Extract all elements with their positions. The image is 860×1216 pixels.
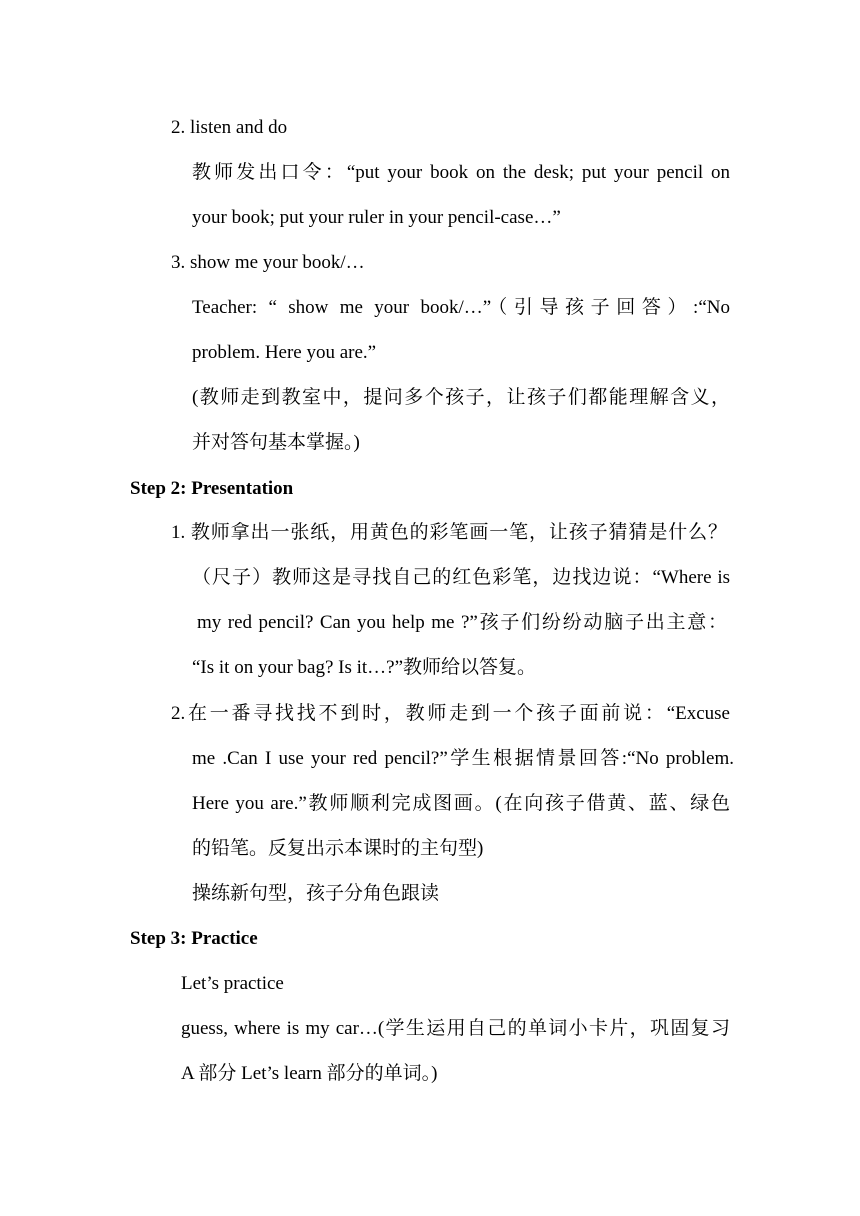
- paragraph-line: （尺子）教师这是寻找自己的红色彩笔，边找边说：“Where is: [192, 567, 730, 588]
- list-item-step-2-2: 2.在一番寻找找不到时，教师走到一个孩子面前说：“Excuse: [171, 703, 730, 724]
- paragraph-line: A 部分 Let’s learn 部分的单词。): [181, 1063, 438, 1084]
- paragraph-line: guess, where is my car…(学生运用自己的单词小卡片，巩固复习: [181, 1018, 730, 1039]
- paragraph-line: 并对答句基本掌握。): [192, 432, 360, 453]
- paragraph-line: me .Can I use your red pencil?”学生根据情景回答:“No problem.: [192, 748, 734, 769]
- paragraph-line: “Is it on your bag? Is it…?”教师给以答复。: [192, 657, 537, 678]
- paragraph-line: 的铅笔。反复出示本课时的主句型): [192, 838, 484, 859]
- list-item-show-me-your-book: 3. show me your book/…: [171, 252, 365, 273]
- list-item-step-2-1: 1. 教师拿出一张纸，用黄色的彩笔画一笔，让孩子猜猜是什么？: [171, 522, 727, 543]
- paragraph-line: Teacher: “ show me your book/…”（引导孩子回答）:“No: [192, 297, 730, 318]
- paragraph-line: Here you are.”教师顺利完成图画。(在向孩子借黄、蓝、绿色: [192, 793, 730, 814]
- paragraph-line: 操练新句型，孩子分角色跟读: [192, 883, 440, 904]
- section-heading-step-2: Step 2: Presentation: [130, 478, 294, 499]
- list-item-listen-and-do: 2. listen and do: [171, 117, 288, 138]
- paragraph-line: my red pencil? Can you help me ?”孩子们纷纷动脑子出主意：: [197, 612, 727, 633]
- paragraph-line: problem. Here you are.”: [192, 342, 377, 363]
- paragraph-line: Let’s practice: [181, 973, 284, 994]
- paragraph-line: your book; put your ruler in your pencil-case…”: [192, 207, 561, 228]
- paragraph-line: 教师发出口令：“put your book on the desk; put your pencil on: [192, 162, 730, 183]
- paragraph-line: (教师走到教室中，提问多个孩子，让孩子们都能理解含义，: [192, 387, 730, 408]
- section-heading-step-3: Step 3: Practice: [130, 928, 258, 949]
